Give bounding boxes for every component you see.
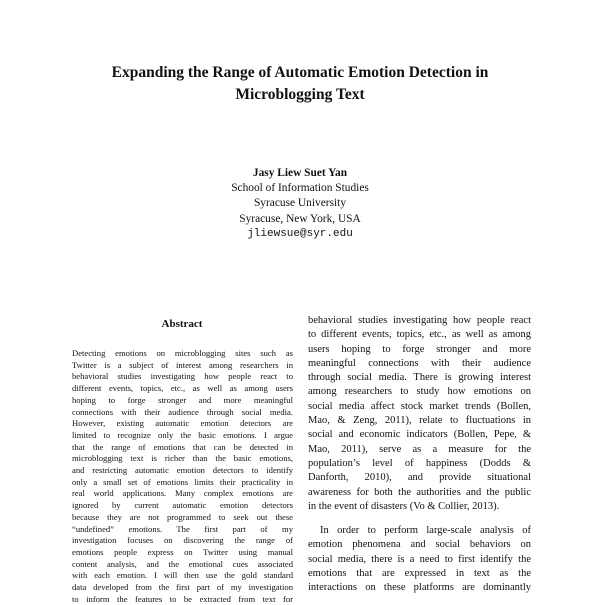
- text-line: connections with their audience through social media.: [72, 406, 293, 417]
- text-line: users hoping to forge stronger and more: [308, 343, 531, 355]
- title-line: Microblogging Text: [235, 86, 365, 103]
- right-column: [308, 314, 531, 596]
- abstract-heading: Abstract: [161, 318, 203, 330]
- text-line: Detecting emotions on microblogging sites such as: [72, 348, 293, 358]
- text-line: emotions that are expressed in text as the: [308, 568, 531, 580]
- text-line: population’s level of happiness (Dodds &: [308, 457, 531, 469]
- text-line: emotion phenomena and social behaviors on: [308, 539, 531, 551]
- text-line: Twitter is a subject of interest among researchers in: [72, 359, 293, 370]
- text-line: in the event of disasters (Vo & Collier, 2013).: [308, 500, 500, 512]
- text-line: social media, there is a need to first identify the: [308, 553, 531, 565]
- text-line: Mao, 2011), serve as a measure for the: [308, 443, 531, 455]
- intro-paragraph: [308, 314, 531, 514]
- text-line: different events, topics, etc., as well as among users: [72, 383, 293, 394]
- text-line: meaningful connections with their audience: [308, 357, 531, 369]
- intro-paragraph: [308, 524, 531, 595]
- text-line: hoping to forge stronger and more meaningful: [72, 394, 293, 405]
- text-line: social media affect stock market trends (Bollen,: [308, 400, 531, 412]
- text-line: In order to perform large-scale analysis of: [320, 525, 531, 537]
- text-line: awareness for both the authorities and the public: [308, 486, 531, 498]
- text-line: to different events, topics, etc., as well as among: [308, 329, 531, 341]
- affiliation-line: Syracuse University: [253, 197, 347, 210]
- text-line: Danforth, 2010), and provide situational: [308, 472, 531, 484]
- text-line: because they are not programmed to seek out these: [72, 511, 293, 522]
- affiliation-line: School of Information Studies: [231, 182, 369, 195]
- text-line: to inform the features to be extracted from text for: [72, 593, 293, 604]
- author-block: [150, 166, 450, 242]
- text-line: investigation focuses on discovering the range of: [72, 535, 293, 546]
- text-line: behavioral studies investigating how people react: [308, 315, 531, 326]
- text-line: However, existing automatic emotion detectors are: [72, 418, 293, 429]
- text-line: behavioral studies investigating how people react to: [72, 371, 293, 382]
- text-line: microblogging text is richer than the basic emotions,: [72, 453, 293, 464]
- author-email: jliewsue@syr.edu: [247, 227, 353, 240]
- text-line: and restricting automatic emotion detectors to identify: [72, 465, 293, 476]
- affiliation-line: Syracuse, New York, USA: [239, 212, 361, 225]
- text-line: that the range of emotions that can be detected in: [72, 441, 293, 452]
- text-line: through social media. There is growing interest: [308, 372, 531, 384]
- text-line: “undefined” emotions. The first part of my: [72, 523, 293, 534]
- text-line: real world applications. Many complex emotions are: [72, 488, 293, 499]
- text-line: emotions people express on Twitter using manual: [72, 546, 293, 557]
- text-line: interactions on these platforms are dominantly: [308, 582, 531, 594]
- text-line: content analysis, and the emotional cues associated: [72, 558, 293, 569]
- text-line: data developed from the first part of my investigation: [72, 582, 293, 593]
- text-line: limited to recognize only the basic emotions. I argue: [72, 429, 293, 440]
- text-line: social and economic indicators (Bollen, Pepe, &: [308, 429, 531, 441]
- author-name: Jasy Liew Suet Yan: [252, 167, 348, 179]
- text-line: among researchers to study how emotions on: [308, 386, 531, 398]
- text-line: with each emotion. I will then use the gold standard: [72, 570, 293, 581]
- title-line: Expanding the Range of Automatic Emotion Detection in: [111, 64, 489, 81]
- paper-title: [60, 62, 540, 106]
- abstract-body: [72, 348, 293, 605]
- text-line: Mao, & Zeng, 2011), relate to fluctuations in: [308, 415, 531, 427]
- text-line: only a small set of emotions limits their practicality in: [72, 476, 293, 487]
- text-line: ignored by current automatic emotion detectors: [72, 500, 293, 511]
